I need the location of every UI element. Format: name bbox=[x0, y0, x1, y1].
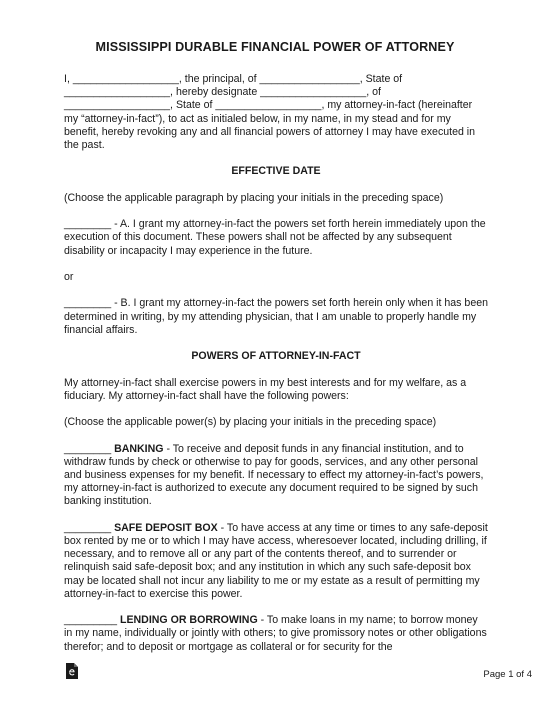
eforms-logo-icon bbox=[66, 663, 78, 679]
power-text: - To have access at any time or times to any safe-deposit box rented by me or to which I may have access, wheresoever located, including drilling, if necessary, and to remove all or any part of the contents thereof, and to surrender or relinquish said safe-deposit box; and any institution in which any such safe-deposit box may be located shall not incur any liability to me or my estate as a result of permitting my attorney-in-fact to exercise this power. bbox=[64, 521, 488, 600]
initials-blank: ________ bbox=[64, 442, 115, 455]
document-body bbox=[64, 73, 488, 667]
initials-blank: _________ bbox=[64, 614, 120, 627]
effective-date-option-b: ________ - B. I grant my attorney-in-fact the powers set forth herein only when it has been determined in writing, by my attending physician, that I am unable to properly handle my financial affairs. bbox=[64, 297, 488, 336]
intro-paragraph: I, __________________, the principal, of _________________, State of __________________, hereby designate __________________, of __________________, State of __________________, my attorney-in-fact (hereinafter my “attorney-in-fact”), to act as initialed below, in my name, in my stead and for my benefit, hereby revoking any and all financial powers of attorney I may have executed in the past. bbox=[64, 73, 476, 152]
power-text: - To make loans in my name; to borrow money in my name, individually or jointly with others; to give promissory notes or other obligations therefor; and to deposit or mortgage as collateral or for security for the bbox=[64, 614, 487, 653]
effective-date-option-a: ________ - A. I grant my attorney-in-fact the powers set forth herein immediately upon the execution of this document. These powers shall not be affected by any subsequent disability or incapacity I may experience in the future. bbox=[64, 218, 486, 257]
power-label: BANKING bbox=[114, 442, 164, 455]
power-item-banking bbox=[64, 443, 488, 509]
effective-date-heading: EFFECTIVE DATE bbox=[231, 165, 321, 178]
powers-intro: My attorney-in-fact shall exercise powers in my best interests and for my welfare, as a fiduciary. My attorney-in-fact shall have the following powers: bbox=[64, 376, 467, 402]
power-label: SAFE DEPOSIT BOX bbox=[114, 521, 218, 534]
powers-instruction: (Choose the applicable power(s) by placing your initials in the preceding space) bbox=[64, 416, 437, 429]
power-text: - To receive and deposit funds in any financial institution, and to withdraw funds by check or otherwise to pay for goods, services, and any other personal and business expenses for my benefit. If necessary to effect my attorney-in-fact’s powers, my attorney-in-fact is authorized to execute any document required to be signed by such banking institution. bbox=[64, 442, 484, 508]
effective-date-or: or bbox=[64, 270, 74, 283]
power-item-safe-deposit-box bbox=[64, 522, 488, 601]
powers-heading: POWERS OF ATTORNEY-IN-FACT bbox=[191, 350, 361, 363]
document-title: MISSISSIPPI DURABLE FINANCIAL POWER OF ATTORNEY bbox=[95, 40, 455, 54]
initials-blank: ________ bbox=[64, 521, 115, 534]
power-item-lending-or-borrowing bbox=[64, 614, 488, 654]
power-label: LENDING OR BORROWING bbox=[119, 614, 258, 627]
effective-date-instruction: (Choose the applicable paragraph by placing your initials in the preceding space) bbox=[64, 191, 444, 204]
page-number: Page 1 of 4 bbox=[483, 669, 532, 680]
